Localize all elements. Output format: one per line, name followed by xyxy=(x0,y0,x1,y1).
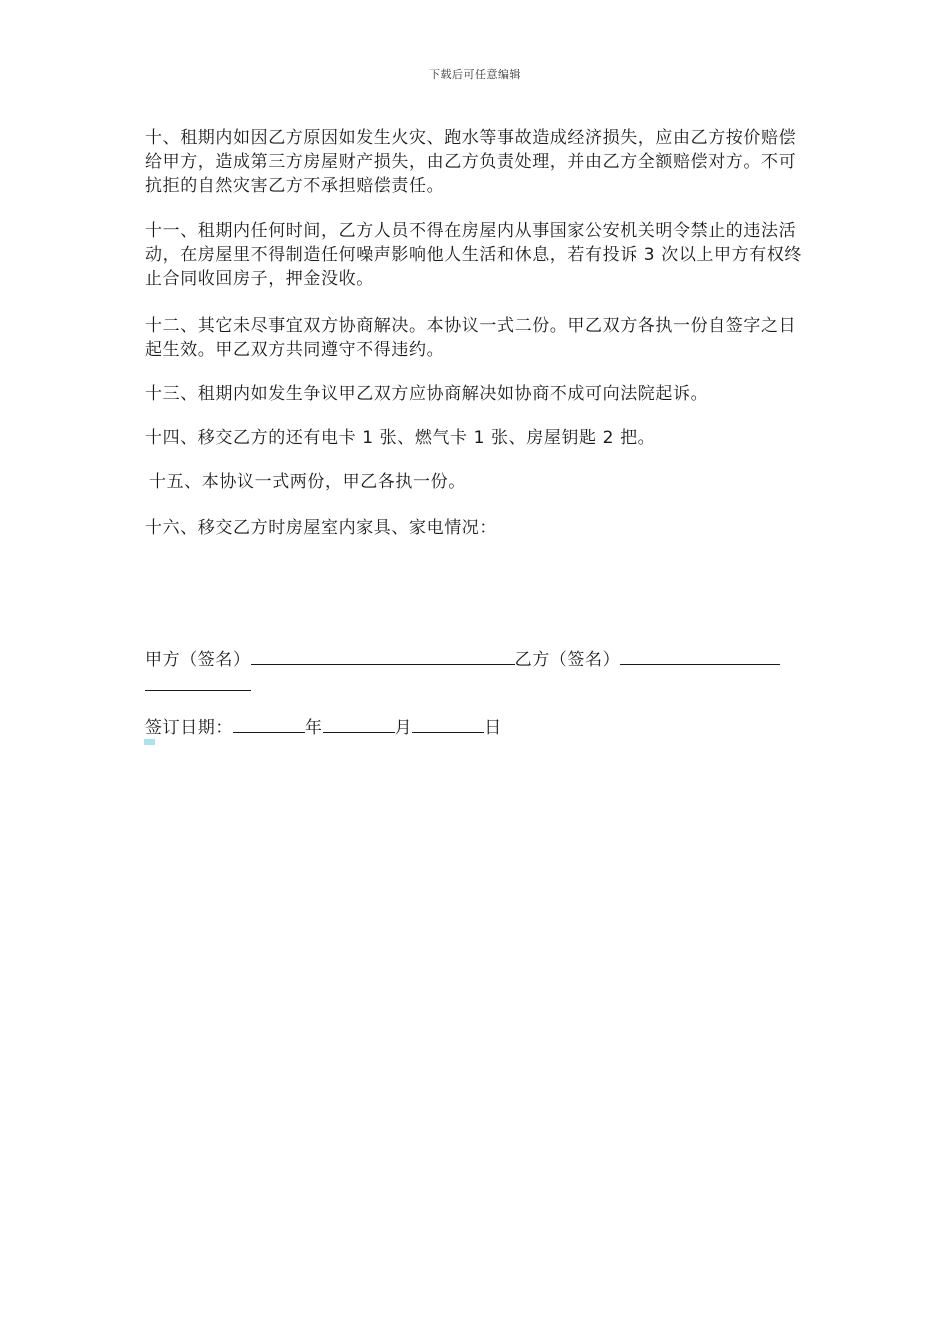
year-blank[interactable] xyxy=(233,714,305,733)
month-label: 月 xyxy=(394,718,413,738)
clause-15: 十五、本协议一式两份，甲乙各执一份。 xyxy=(149,472,466,492)
party-a-signature-blank[interactable] xyxy=(251,646,515,665)
date-label: 签订日期： xyxy=(145,718,233,738)
date-line xyxy=(145,714,805,740)
header-note: 下载后可任意编辑 xyxy=(429,68,521,81)
clause-14: 十四、移交乙方的还有电卡 1 张、燃气卡 1 张、房屋钥匙 2 把。 xyxy=(145,428,656,448)
party-b-signature-blank-continued[interactable] xyxy=(145,670,251,691)
day-blank[interactable] xyxy=(412,714,484,733)
clause-16: 十六、移交乙方时房屋室内家具、家电情况： xyxy=(145,518,497,538)
day-label: 日 xyxy=(484,718,502,738)
party-b-signature-blank[interactable] xyxy=(620,646,780,665)
year-label: 年 xyxy=(305,718,323,738)
party-b-label: 乙方（签名） xyxy=(514,650,621,670)
party-a-label: 甲方（签名） xyxy=(145,650,251,670)
clause-10: 十、租期内如因乙方原因如发生火灾、跑水等事故造成经济损失，应由乙方按价赔偿给甲方，造成第三方房屋财产损失，由乙方负责处理，并由乙方全额赔偿对方。不可抗拒的自然灾害乙方不承担赔偿责任。 xyxy=(145,128,797,196)
selection-marker xyxy=(144,739,155,745)
clause-13: 十三、租期内如发生争议甲乙双方应协商解决如协商不成可向法院起诉。 xyxy=(145,384,709,404)
clause-12: 十二、其它未尽事宜双方协商解决。本协议一式二份。甲乙双方各执一份自签字之日起生效。甲乙双方共同遵守不得违约。 xyxy=(145,316,797,360)
month-blank[interactable] xyxy=(323,714,395,733)
clause-11: 十一、租期内任何时间，乙方人员不得在房屋内从事国家公安机关明令禁止的违法活动，在房屋里不得制造任何噪声影响他人生活和休息，若有投诉 3 次以上甲方有权终止合同收回房子，押金没收。 xyxy=(145,221,803,289)
signature-line xyxy=(145,646,805,672)
